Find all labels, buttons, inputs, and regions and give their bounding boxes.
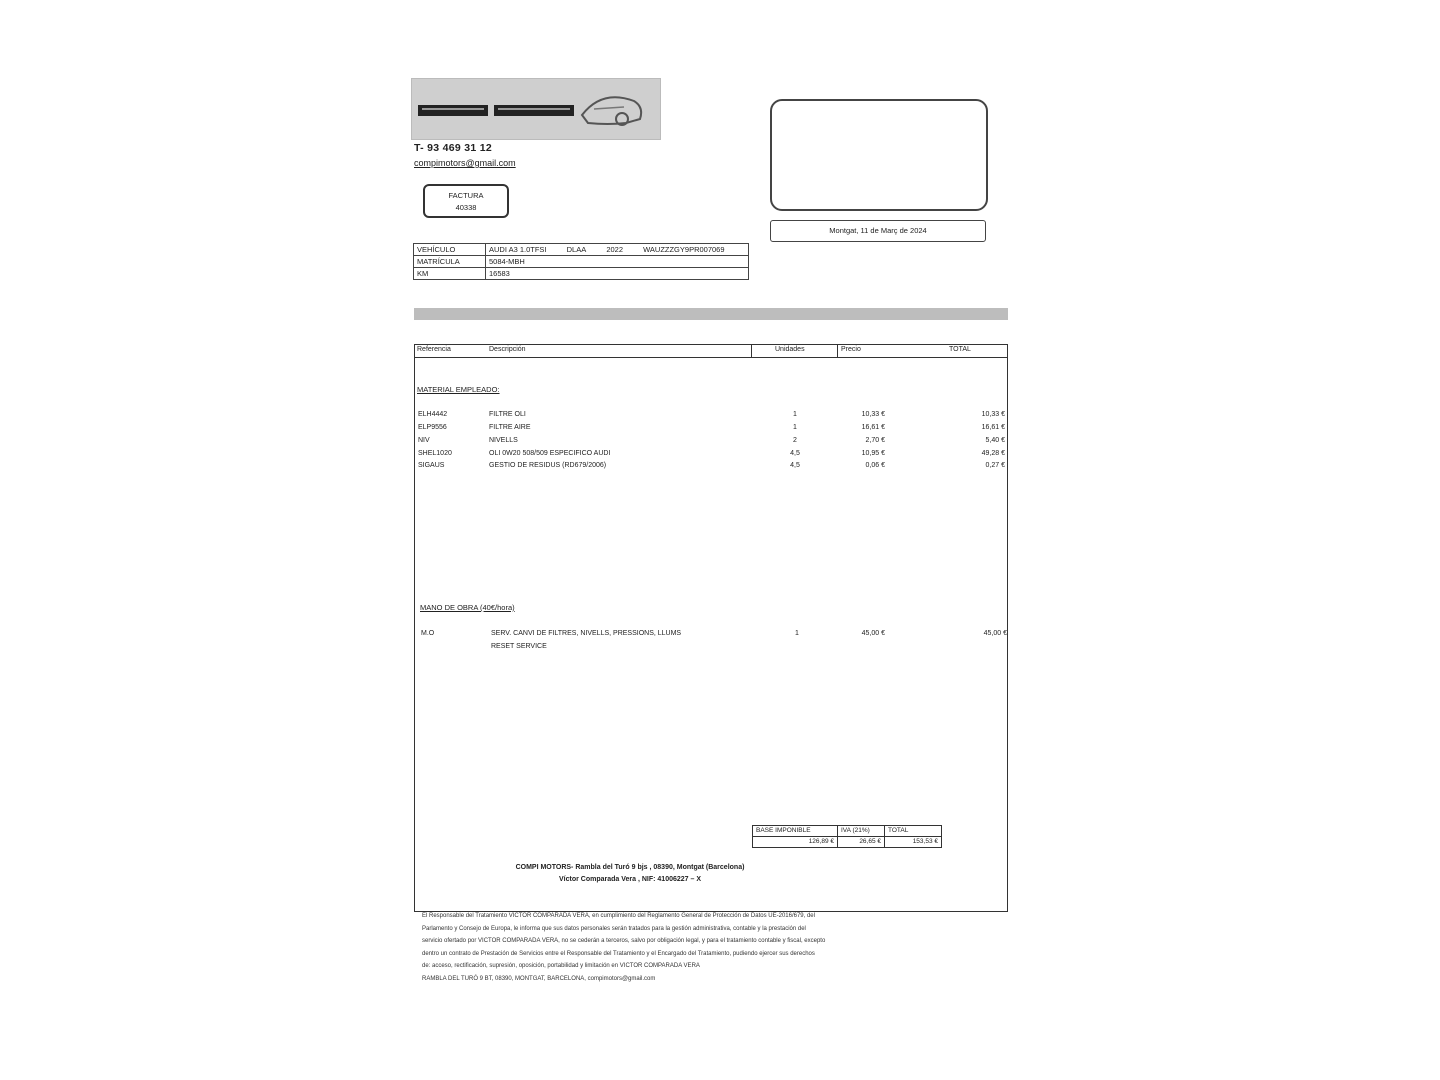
header-price: Precio	[841, 346, 861, 353]
labor-total: 45,00 €	[983, 630, 1007, 637]
iva-value: 26,65 €	[838, 837, 885, 848]
plate-row	[414, 256, 749, 268]
section-labor: MANO DE OBRA (40€/hora)	[420, 603, 515, 612]
invoice-number-box	[423, 184, 509, 218]
item-ref: SIGAUS	[418, 462, 445, 469]
item-price: 10,33 €	[861, 411, 885, 418]
company-owner: Víctor Comparada Vera , NIF: 41006227 – X	[558, 876, 701, 883]
email-link[interactable]: compimotors@gmail.com	[414, 158, 516, 168]
table-row	[415, 450, 1007, 462]
header-ref: Referencia	[417, 346, 451, 353]
labor-price: 45,00 €	[861, 630, 885, 637]
table-row	[415, 424, 1007, 436]
company-logo	[411, 78, 661, 140]
header-divider	[837, 345, 838, 357]
legal-line: dentro un contrato de Prestación de Servicios entre el Responsable del Tratamiento y el Encargado del Tratamiento, pudiendo ejercer sus derechos	[422, 950, 815, 957]
item-units: 4,5	[790, 462, 800, 469]
item-ref: ELH4442	[418, 411, 448, 418]
item-desc: FILTRE OLI	[489, 411, 526, 418]
logo-graphic	[412, 79, 660, 139]
legal-notice	[422, 910, 932, 985]
company-info	[420, 862, 840, 886]
header-units: Unidades	[775, 346, 805, 353]
totals-labels-row	[753, 826, 942, 837]
company-address: COMPI MOTORS- Rambla del Turó 9 bjs , 08390, Montgat (Barcelona)	[515, 864, 745, 871]
labor-desc: SERV. CANVI DE FILTRES, NIVELLS, PRESSIONS, LLUMS	[491, 630, 682, 637]
table-row	[415, 411, 1007, 423]
customer-address-box	[770, 99, 988, 211]
labor-ref: M.O	[421, 630, 435, 637]
item-total: 0,27 €	[985, 462, 1005, 469]
invoice-number: 40338	[455, 203, 477, 212]
vehicle-year: 2022	[606, 245, 623, 254]
table-row	[415, 630, 1007, 642]
labor-desc-2: RESET SERVICE	[491, 643, 547, 650]
legal-line: El Responsable del Tratamiento VICTOR COMPARADA VERA, en cumplimiento del Reglamento General de Protección de Datos UE-2016/679, del	[422, 913, 815, 919]
iva-label: IVA (21%)	[838, 826, 885, 837]
vehicle-engine: DLAA	[566, 245, 587, 254]
vehicle-model: AUDI A3 1.0TFSI	[489, 245, 547, 254]
totals-table	[752, 825, 942, 848]
plate-label: MATRÍCULA	[414, 256, 486, 268]
km-value: 16583	[486, 268, 749, 280]
item-units: 4,5	[790, 450, 800, 457]
vehicle-vin: WAUZZZGY9PR007069	[643, 245, 725, 254]
item-desc: FILTRE AIRE	[489, 424, 531, 431]
base-label: BASE IMPONIBLE	[753, 826, 838, 837]
base-value: 126,89 €	[753, 837, 838, 848]
item-desc: NIVELLS	[489, 437, 518, 444]
separator-bar	[414, 308, 1008, 320]
km-label: KM	[414, 268, 486, 280]
phone-number: T- 93 469 31 12	[414, 142, 493, 154]
item-desc: GESTIO DE RESIDUS (RD679/2006)	[489, 462, 607, 469]
item-ref: SHEL1020	[418, 450, 452, 457]
legal-line: RAMBLA DEL TURÓ 9 BT, 08390, MONTGAT, BARCELONA, compimotors@gmail.com	[422, 975, 656, 982]
header-total: TOTAL	[949, 346, 971, 353]
item-units: 2	[793, 437, 797, 444]
items-header	[415, 345, 1007, 358]
labor-units: 1	[795, 630, 799, 637]
item-total: 49,28 €	[981, 450, 1005, 457]
item-total: 16,61 €	[981, 424, 1005, 431]
total-label: TOTAL	[885, 826, 942, 837]
table-row	[415, 437, 1007, 449]
item-desc: OLI 0W20 508/509 ESPECIFICO AUDI	[489, 450, 611, 457]
item-total: 5,40 €	[985, 437, 1005, 444]
section-material: MATERIAL EMPLEADO:	[417, 385, 500, 394]
table-row	[415, 462, 1007, 474]
vehicle-label: VEHÍCULO	[414, 244, 486, 256]
item-ref: NIV	[418, 437, 430, 444]
km-row	[414, 268, 749, 280]
header-desc: Descripción	[489, 346, 526, 353]
legal-line: Parlamento y Consejo de Europa, le informa que sus datos personales serán tratados para la gestión administrativa, contable y la prestación del	[422, 925, 806, 932]
item-price: 16,61 €	[861, 424, 885, 431]
invoice-date: Montgat, 11 de Març de 2024	[770, 220, 986, 242]
invoice-label: FACTURA	[448, 191, 484, 200]
legal-line: servicio ofertado por VICTOR COMPARADA VERA, no se cederán a terceros, salvo por obligación legal, y para el tratamiento contable y fiscal, excepto	[422, 938, 826, 944]
vehicle-table	[413, 243, 749, 280]
table-row	[415, 643, 1007, 655]
item-price: 10,95 €	[861, 450, 885, 457]
vehicle-row	[414, 244, 749, 256]
item-units: 1	[793, 411, 797, 418]
item-price: 0,06 €	[865, 462, 885, 469]
plate-value: 5084-MBH	[486, 256, 749, 268]
header-divider	[751, 345, 752, 357]
total-value: 153,53 €	[885, 837, 942, 848]
legal-line: de: acceso, rectificación, supresión, oposición, portabilidad y limitación en VICTOR COMPARADA VERA	[422, 963, 700, 969]
item-total: 10,33 €	[981, 411, 1005, 418]
item-ref: ELP9556	[418, 424, 447, 431]
vehicle-value	[486, 244, 749, 256]
totals-values-row	[753, 837, 942, 848]
item-units: 1	[793, 424, 797, 431]
item-price: 2,70 €	[865, 437, 885, 444]
